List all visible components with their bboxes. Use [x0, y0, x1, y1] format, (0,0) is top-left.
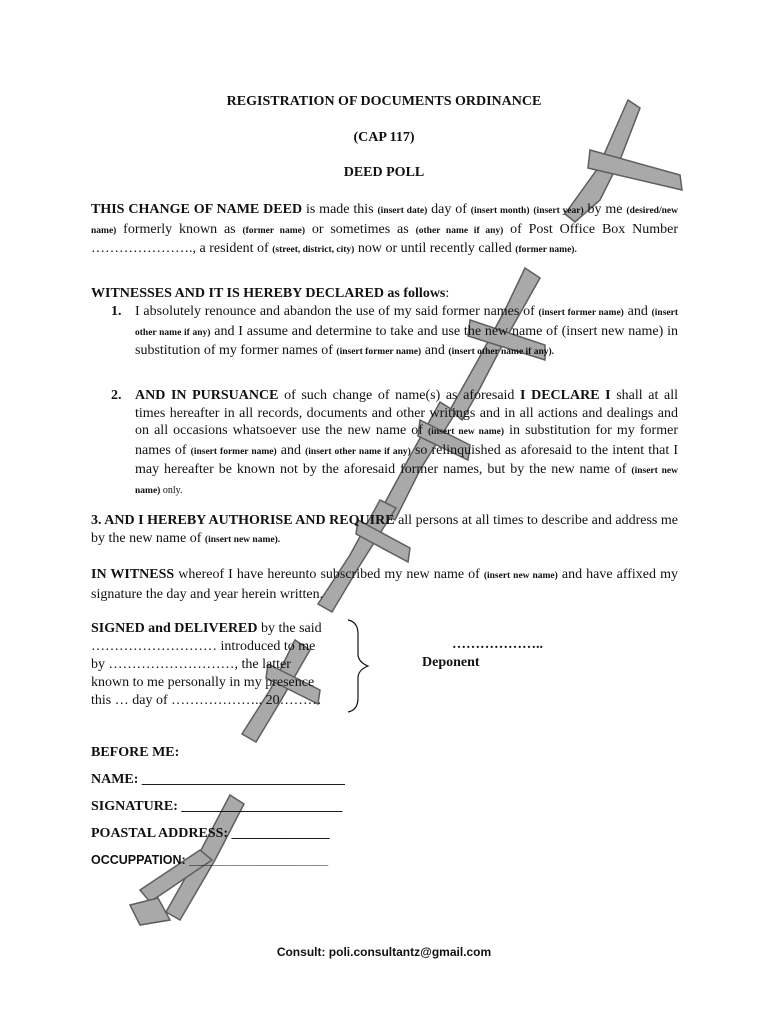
placeholder-year: (insert year) — [533, 206, 584, 216]
placeholder-other-name: (insert other name if any) — [135, 308, 679, 338]
witnesses-colon: : — [445, 286, 450, 301]
clause-bold: 3. AND I HEREBY AUTHORISE AND REQUIRE — [91, 513, 395, 528]
deponent-label: Deponent — [422, 655, 480, 670]
placeholder-date: (insert date) — [377, 206, 428, 216]
clause-number: 2. — [111, 388, 122, 403]
intro-bold: THIS CHANGE OF NAME DEED — [91, 202, 303, 217]
clause-text: and I assume and determine to take and use the new name of (insert new name) in substitution of my former names of — [135, 323, 678, 358]
before-me-label: BEFORE ME: — [91, 745, 180, 760]
clause-number: 1. — [111, 304, 122, 319]
placeholder-other-name: (insert other name if any) — [305, 446, 411, 457]
clause-text: and — [276, 442, 306, 458]
witnesses-bold: WITNESSES AND IT IS HEREBY DECLARED as follows — [91, 286, 446, 301]
placeholder-other-name: (other name if any) — [415, 225, 504, 236]
placeholder-new-name: (desired/new name) — [91, 206, 678, 236]
curly-brace — [340, 618, 370, 714]
placeholder-new-name: (insert new name). — [204, 534, 281, 545]
deponent-signature-line: ……………….. — [452, 637, 543, 652]
placeholder-new-name: (insert new name) — [135, 466, 678, 496]
signed-block — [91, 620, 351, 710]
signature-field: SIGNATURE: _______________________ — [91, 799, 343, 814]
clause-3 — [91, 512, 678, 549]
placeholder-address: (street, district, city) — [272, 245, 355, 255]
in-witness-paragraph — [91, 566, 678, 603]
placeholder-new-name: (insert new name) — [483, 571, 558, 581]
postal-address-field: POASTAL ADDRESS: ______________ — [91, 826, 330, 841]
in-witness-bold: IN WITNESS — [91, 567, 175, 582]
in-witness-text: whereof I have hereunto subscribed my new name of — [174, 567, 484, 582]
name-field: NAME: _____________________________ — [91, 772, 345, 787]
signed-line-5: this … day of ……………….. 20……… — [91, 693, 322, 708]
placeholder-month: (insert month) — [470, 206, 530, 216]
clause-2 — [111, 387, 678, 500]
clause-1 — [111, 303, 678, 362]
clause-text: and — [421, 343, 449, 358]
witnesses-heading — [91, 285, 678, 303]
heading-cap: (CAP 117) — [353, 130, 415, 145]
in-witness-text: and have affixed my signature the day and year herein written. — [91, 567, 678, 602]
signed-line-1 — [91, 620, 351, 638]
intro-text: or sometimes as — [304, 221, 416, 237]
placeholder-former-name: (insert former name) — [538, 308, 624, 318]
clause-bold: I DECLARE I — [520, 388, 611, 403]
clause-text: of such change of name(s) as aforesaid — [278, 388, 521, 403]
intro-text: by me — [583, 202, 627, 217]
placeholder-former-name: (former name). — [515, 245, 577, 255]
signed-line-2: ……………………… introduced to me — [91, 639, 316, 654]
signed-bold: SIGNED and DELIVERED — [91, 621, 258, 636]
clause-text: I absolutely renounce and abandon the use of my said former names of — [135, 304, 539, 319]
clause-text: all persons at all times to describe and address me by the new name of — [91, 513, 678, 546]
clause-text: so relinquished as aforesaid to the intent that I may hereafter be known not by the aforesaid former names, but by the new name of — [135, 442, 679, 477]
intro-paragraph — [91, 201, 678, 260]
heading-ordinance: REGISTRATION OF DOCUMENTS ORDINANCE — [226, 94, 542, 109]
intro-text: formerly known as — [116, 221, 243, 237]
signed-line-3: by ………………………, the latter — [91, 657, 291, 672]
clause-text: shall at all times hereafter in all records, documents and other writings and in all actions and dealings and on all occasions whatsoever use the new name of — [135, 388, 678, 438]
intro-text: of Post Office Box Number …………………., a resident of — [91, 221, 678, 256]
signed-line-4: known to me personally in my presence — [91, 675, 315, 690]
intro-text: day of — [427, 202, 471, 217]
placeholder-former-name: (insert former name) — [336, 347, 422, 357]
clause-text: in substitution for my former names of — [135, 423, 678, 458]
occupation-field: OCCUPPATION: ____________________ — [91, 853, 329, 867]
heading-deed-poll: DEED POLL — [343, 165, 425, 180]
clause-text: only. — [160, 484, 183, 496]
clause-2-text — [135, 387, 678, 500]
placeholder-former-name: (former name) — [242, 225, 305, 236]
clause-bold: AND IN PURSUANCE — [135, 388, 279, 403]
intro-text: now or until recently called — [354, 241, 516, 256]
placeholder-former-name: (insert former name) — [190, 446, 277, 457]
footer-consult: Consult: poli.consultantz@gmail.com — [276, 945, 492, 959]
placeholder-other-name: (insert other name if any). — [448, 347, 555, 357]
clause-text: and — [623, 304, 652, 319]
signed-text: by the said — [257, 621, 322, 636]
intro-text: is made this — [302, 202, 378, 217]
placeholder-new-name: (insert new name) — [428, 427, 505, 437]
clause-1-text — [135, 303, 678, 362]
